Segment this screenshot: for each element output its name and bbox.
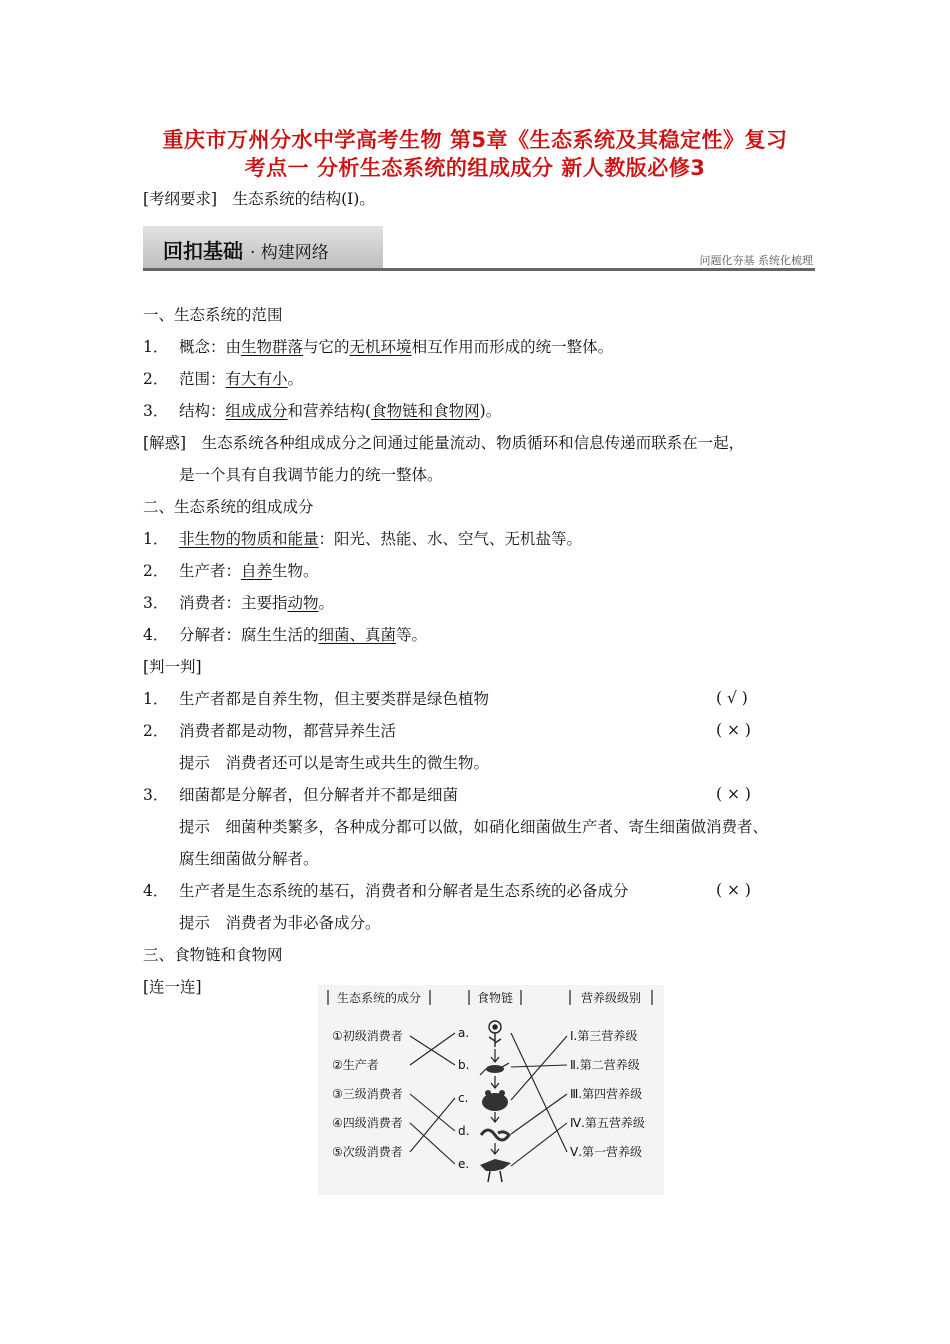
- explain-line-2: 是一个具有自我调节能力的统一整体。: [179, 466, 443, 484]
- trophic-label: Ⅱ.第二营养级: [570, 1058, 640, 1072]
- component-label: ③三级消费者: [332, 1087, 403, 1101]
- section-banner: [143, 226, 815, 270]
- judge-item: 1． 生产者都是自养生物，但主要类群是绿色植物: [143, 690, 490, 708]
- component-label: ⑤次级消费者: [332, 1145, 403, 1159]
- banner-rule: [143, 268, 815, 271]
- list-item: 4． 分解者：腐生生活的细菌、真菌等。: [143, 626, 428, 644]
- section2-heading: 二、生态系统的组成成分: [143, 498, 314, 516]
- connect-label: [连一连]: [143, 978, 202, 996]
- component-label: ②生产者: [332, 1058, 379, 1072]
- title-line-2: 考点一 分析生态系统的组成成分 新人教版必修3: [244, 156, 706, 180]
- list-item: 2． 范围：有大有小。: [143, 370, 304, 388]
- explain-line-1: [解惑] 生态系统各种组成成分之间通过能量流动、物质循环和信息传递而联系在一起，: [143, 434, 745, 452]
- diagram-header: 生态系统的成分: [336, 991, 422, 1005]
- diagram-header: 营养级级别: [580, 991, 642, 1005]
- component-label: ④四级消费者: [332, 1116, 403, 1130]
- judge-hint: 提示 消费者还可以是寄生或共生的微生物。: [179, 754, 490, 772]
- judge-mark: ( × ): [716, 881, 751, 899]
- list-item: 1． 非生物的物质和能量：阳光、热能、水、空气、无机盐等。: [143, 530, 583, 548]
- judge-hint-continued: 腐生细菌做分解者。: [179, 850, 319, 868]
- chain-letter: c.: [458, 1091, 469, 1105]
- judge-heading: [判一判]: [143, 658, 202, 676]
- trophic-label: Ⅲ.第四营养级: [570, 1087, 643, 1101]
- judge-hint: 提示 细菌种类繁多，各种成分都可以做，如硝化细菌做生产者、寄生细菌做消费者、: [179, 818, 769, 836]
- judge-mark: ( × ): [716, 785, 751, 803]
- judge-item: 4． 生产者是生态系统的基石，消费者和分解者是生态系统的必备成分: [143, 882, 629, 900]
- chain-letter: b.: [458, 1058, 470, 1072]
- judge-item: 3． 细菌都是分解者，但分解者并不都是细菌: [143, 786, 459, 804]
- list-item: 3． 结构：组成成分和营养结构(食物链和食物网)。: [143, 402, 502, 420]
- trophic-label: Ⅴ.第一营养级: [570, 1145, 643, 1159]
- frog-icon: [482, 1090, 508, 1111]
- list-item: 2． 生产者：自养生物。: [143, 562, 319, 580]
- judge-item: 2． 消费者都是动物，都营异养生活: [143, 722, 397, 740]
- list-item: 1． 概念：由生物群落与它的无机环境相互作用而形成的统一整体。: [143, 338, 614, 356]
- trophic-label: Ⅰ.第三营养级: [570, 1029, 638, 1043]
- list-item: 3． 消费者：主要指动物。: [143, 594, 335, 612]
- chain-letter: a.: [458, 1026, 470, 1040]
- exam-requirement: [考纲要求] 生态系统的结构(Ⅰ)。: [143, 190, 375, 208]
- diagram-header: 食物链: [476, 991, 514, 1005]
- chain-letter: e.: [458, 1157, 470, 1171]
- component-label: ①初级消费者: [332, 1029, 403, 1043]
- banner-main-text: 回扣基础: [163, 239, 243, 263]
- banner-right-text: 问题化夯基 系统化梳理: [699, 254, 813, 267]
- section3-heading: 三、食物链和食物网: [143, 946, 283, 964]
- food-chain-diagram: [318, 985, 664, 1195]
- title-line-1: 重庆市万州分水中学高考生物 第5章《生态系统及其稳定性》复习: [162, 128, 788, 152]
- banner-title: [163, 235, 329, 264]
- section1-heading: 一、生态系统的范围: [143, 306, 283, 324]
- judge-mark: ( × ): [716, 721, 751, 739]
- trophic-label: Ⅳ.第五营养级: [570, 1116, 645, 1130]
- banner-sub-text: · 构建网络: [249, 243, 329, 263]
- judge-hint: 提示 消费者为非必备成分。: [179, 914, 381, 932]
- chain-letter: d.: [458, 1124, 470, 1138]
- judge-mark: ( √ ): [716, 689, 748, 707]
